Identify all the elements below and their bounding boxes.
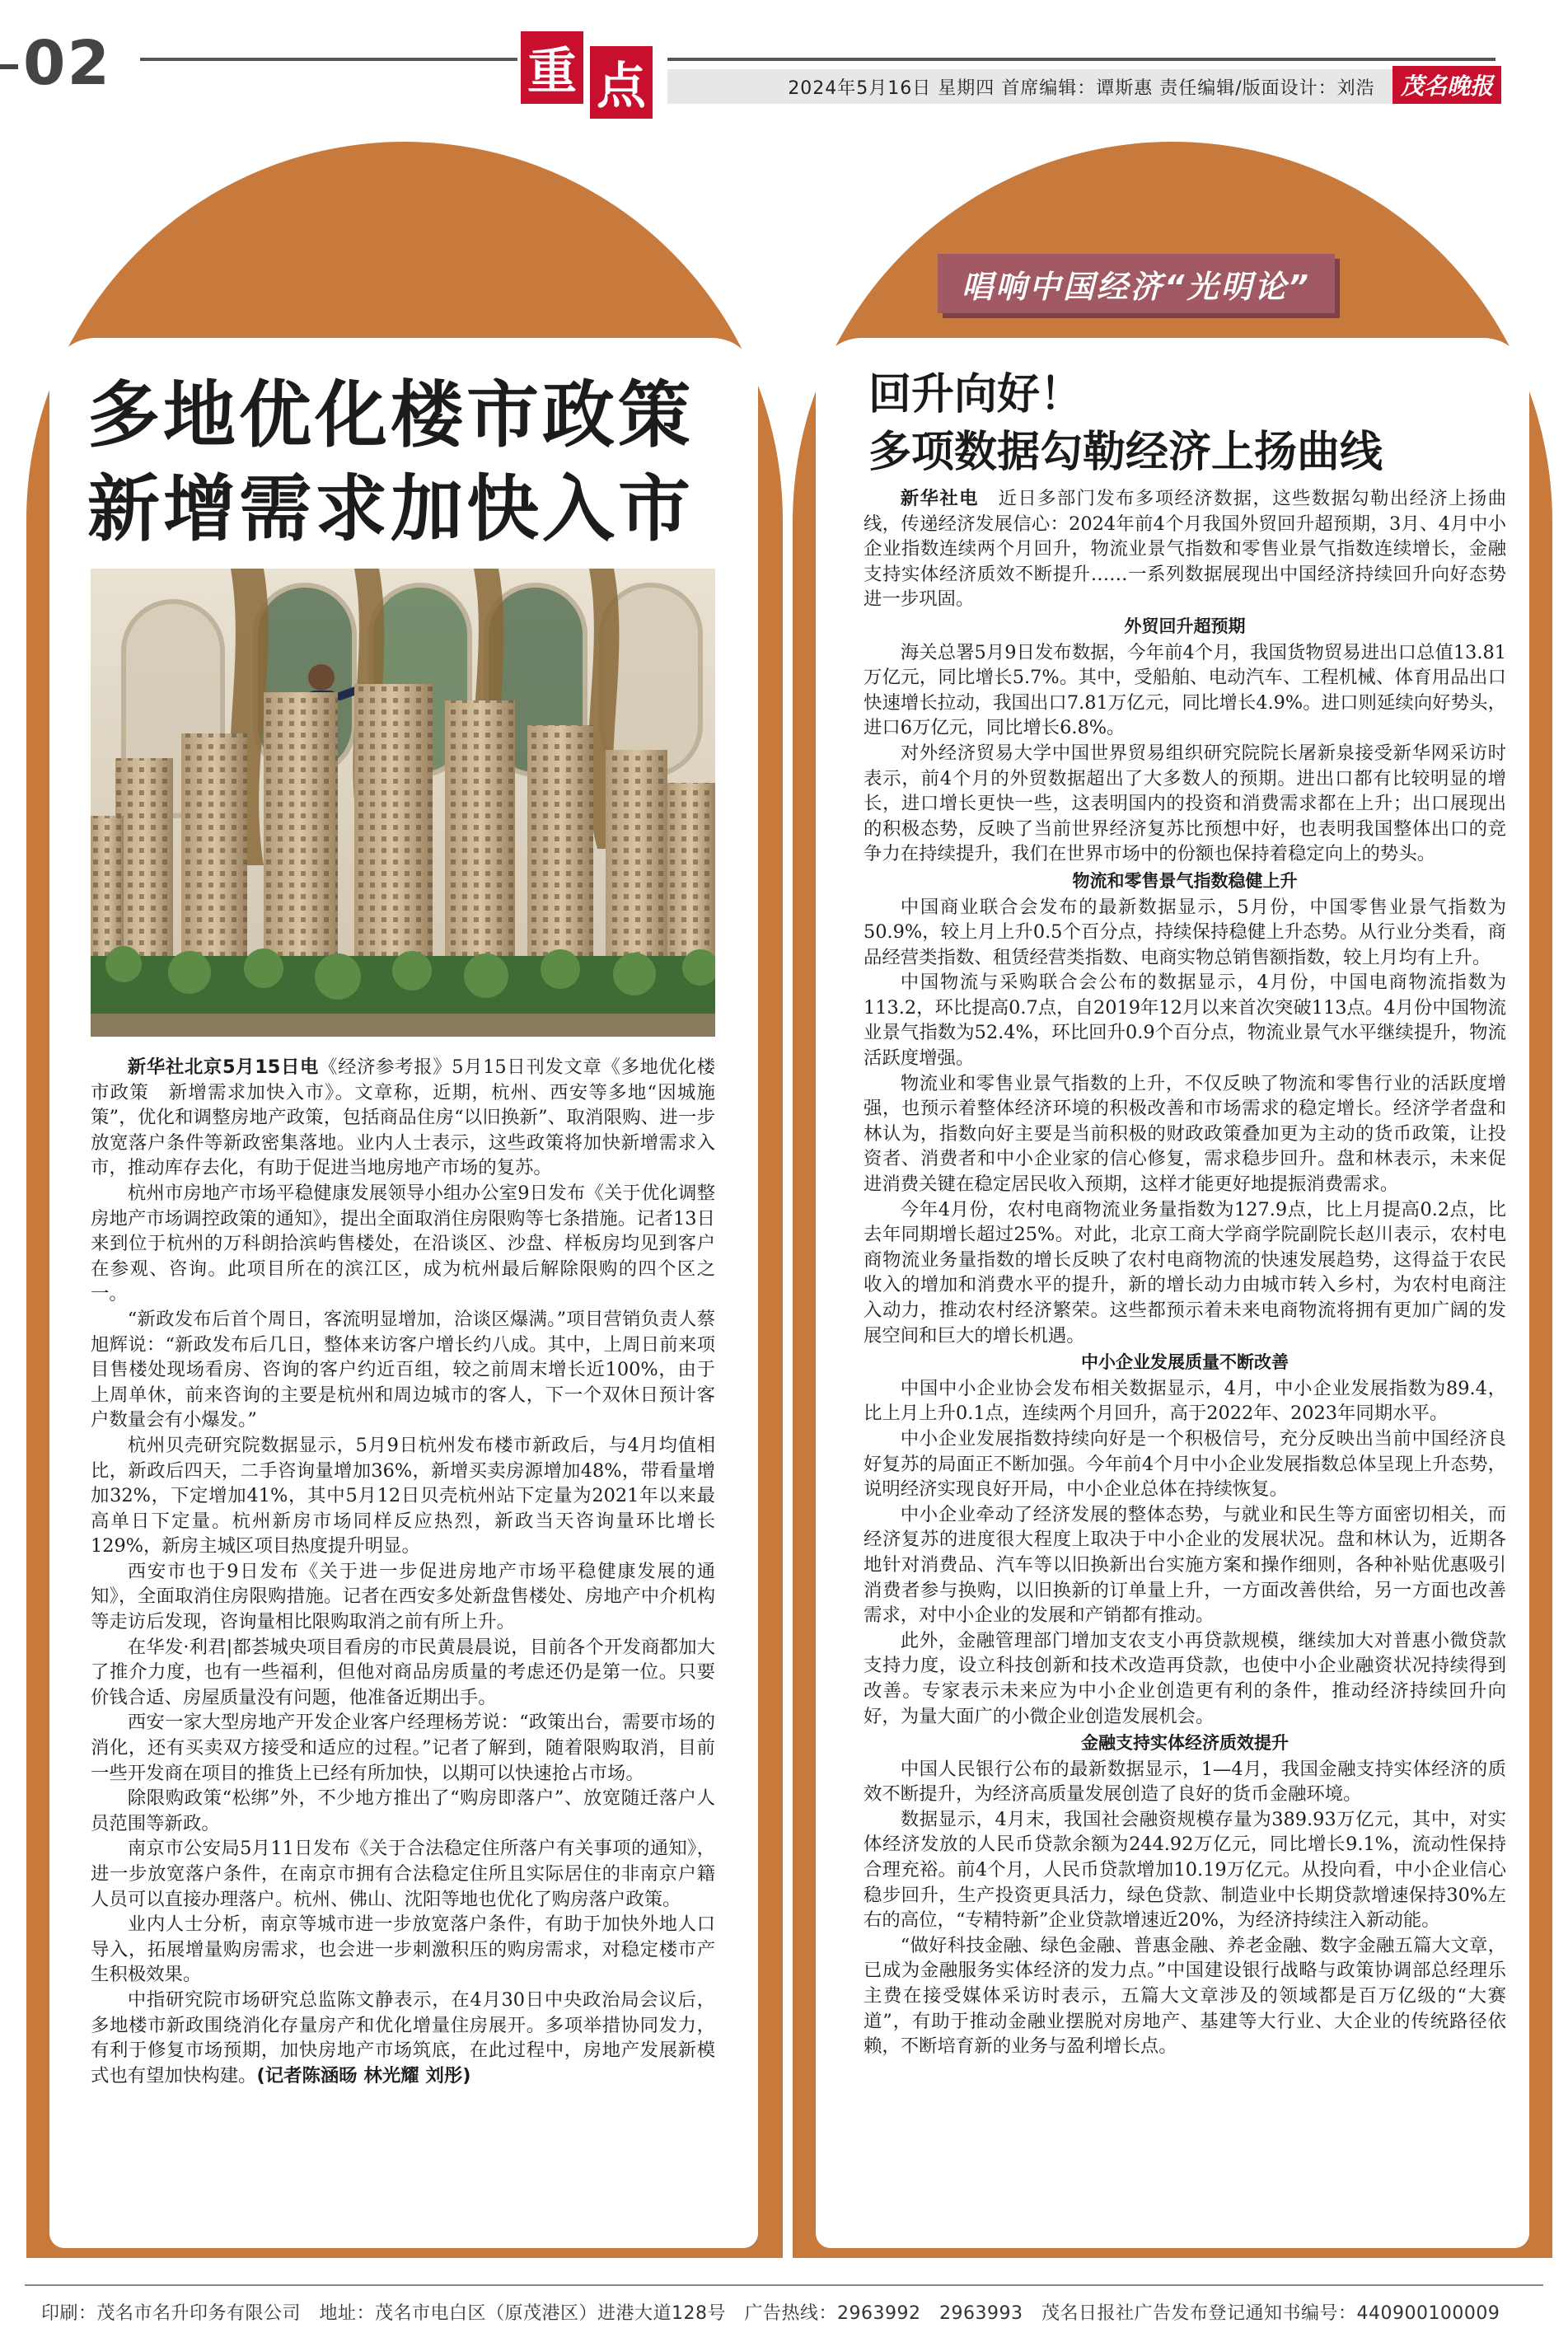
section-subhead: 物流和零售景气指数稳健上升 [1072,870,1298,891]
left-paragraph: 除限购政策“松绑”外，不少地方推出了“购房即落户”、放宽随迁落户人员范围等新政。 [91,1787,715,1834]
right-paragraph: 新华社电 近日多部门发布多项经济数据，这些数据勾勒出经济上扬曲线，传递经济发展信心：2024年前4个月我国外贸回升超预期，3月、4月中小企业指数连续两个月回升，物流业景气指数和零售业景气指数连续增长，金融支持实体经济质效不断提升……一系列数据展现出中国经济持续回升向好态势进一步巩固。 [864,488,1506,611]
footer-divider [25,2284,1543,2286]
header-divider-right [667,58,1495,61]
right-paragraph: 中国商业联合会发布的最新数据显示，5月份，中国零售业景气指数为50.9%，较上月上升0.5个百分点，持续保持稳健上升态势。从行业分类看，商品经营类指数、租赁经营类指数、电商实物总销售额指数，较上月均有上升。 [864,896,1506,968]
left-paragraph: 中指研究院市场研究总监陈文静表示，在4月30日中央政治局会议后，多地楼市新政围绕消化存量房产和优化增量住房展开。多项举措协同发力，有利于修复市场预期，加快房地产市场筑底，在此过程中，房地产发展新模式也有望加快构建。(记者陈涵旸 林光耀 刘彤) [91,1988,715,2087]
section-subhead: 外贸回升超预期 [1124,616,1246,636]
right-paragraph: 中小企业发展指数持续向好是一个积极信号，充分反映出当前中国经济良好复苏的局面正不断加强。今年前4个月中小企业发展指数总体呈现上升态势，说明经济实现良好开局，中小企业总体在持续恢复。 [864,1427,1506,1501]
right-paragraph: 中国中小企业协会发布相关数据显示，4月，中小企业发展指数为89.4，比上月上升0.1点，连续两个月回升，高于2022年、2023年同期水平。 [864,1377,1506,1425]
right-paragraph: 今年4月份，农村电商物流业务量指数为127.9点，比上月提高0.2点，比去年同期增长超过25%。对此，北京工商大学商学院副院长赵川表示，农村电商物流业务量指数的增长反映了农村电商物流的快速发展趋势，这得益于农民收入的增加和消费水平的提升，新的增长动力由城市转入乡村，为农村电商注入动力，推动农村经济繁荣。这些都预示着未来电商物流将拥有更加广阔的发展空间和巨大的增长机遇。 [864,1198,1506,1347]
issue-info: 2024年5月16日 星期四 首席编辑：谭斯惠 责任编辑/版面设计：刘浩 [788,77,1375,99]
left-paragraph: “新政发布后首个周日，客流明显增加，洽谈区爆满。”项目营销负责人蔡旭辉说：“新政发布后几日，整体来访客户增长约八成。其中，上周日前来项目售楼处现场看房、咨询的客户约近百组，较之前周末增长近100%，由于上周单休，前来咨询的主要是杭州和周边城市的客人，下一个双休日预计客户数量会有小爆发。” [91,1308,715,1431]
real-estate-model-photo [91,569,715,1037]
right-paragraph: 海关总署5月9日发布数据，今年前4个月，我国货物贸易进出口总值13.81万亿元，同比增长5.7%。其中，受船舶、电动汽车、工程机械、体育用品出口快速增长拉动，我国出口7.81万亿元，同比增长4.9%。进口则延续向好势头，进口6万亿元，同比增长6.8%。 [864,641,1506,739]
dateline: 新华社电 [900,488,979,509]
left-headline-line-2: 新增需求加快入市 [87,466,695,551]
right-paragraph: 中国人民银行公布的最新数据显示，1—4月，我国金融支持实体经济的质效不断提升，为经济高质量发展创造了良好的货币金融环境。 [864,1758,1506,1806]
section-badge-char-2: 点 [590,46,653,119]
right-paragraph: “做好科技金融、绿色金融、普惠金融、养老金融、数字金融五篇大文章，已成为金融服务实体经济的发力点。”中国建设银行战略与政策协调部总经理乐主费在接受媒体采访时表示，五篇大文章涉及的领域都是百万亿级的“大赛道”，有助于推动金融业摆脱对房地产、基建等大行业、大企业的传统路径依赖，不断培育新的业务与盈利增长点。 [864,1934,1506,2058]
left-paragraph: 杭州市房地产市场平稳健康发展领导小组办公室9日发布《关于优化调整房地产市场调控政策的通知》，提出全面取消住房限购等七条措施。记者13日来到位于杭州的万科朗拾滨屿售楼处，在沿谈区、沙盘、样板房均见到客户在参观、咨询。此项目所在的滨江区，成为杭州最后解除限购的四个区之一。 [91,1182,715,1305]
header-info-bar [667,69,1495,104]
left-paragraph: 南京市公安局5月11日发布《关于合法稳定住所落户有关事项的通知》，进一步放宽落户条件，在南京市拥有合法稳定住所且实际居住的非南京户籍人员可以直接办理落户。杭州、佛山、沈阳等地也优化了购房落户政策。 [91,1838,715,1910]
section-badge-char-1: 重 [521,31,583,104]
right-headline-line-1: 回升向好！ [868,370,1084,419]
footer-imprint: 印刷：茂名市名升印务有限公司 地址：茂名市电白区（原茂港区）进港大道128号 广告热线：2963992 2963993 茂名日报社广告发布登记通知书编号：440900100009 [41,2303,1500,2324]
section-subhead: 中小企业发展质量不断改善 [1081,1352,1289,1373]
left-paragraph: 在华发·利君|都荟城央项目看房的市民黄晨晨说，目前各个开发商都加大了推介力度，也有一些福利，但他对商品房质量的考虑还仍是第一位。只要价钱合适、房屋质量没有问题，他准备近期出手。 [91,1636,715,1708]
section-badge [521,31,653,119]
photo-illustration [91,569,715,1037]
left-article-body [91,1055,715,2233]
page-number: 02 [23,28,111,99]
column-banner: 唱响中国经济“光明论” [938,254,1335,313]
left-paragraph: 西安一家大型房地产开发企业客户经理杨芳说：“政策出台，需要市场的消化，还有买卖双方接受和适应的过程。”记者了解到，随着限购取消，目前一些开发商在项目的推货上已经有所加快，以期可以快速抢占市场。 [91,1712,715,1784]
right-paragraph: 此外，金融管理部门增加支农支小再贷款规模，继续加大对普惠小微贷款支持力度，设立科技创新和技术改造再贷款，也使中小企业融资状况持续得到改善。专家表示未来应为中小企业创造更有利的条件，推动经济持续回升向好，为量大面广的小微企业创造发展机会。 [864,1629,1506,1727]
right-paragraph: 中小企业牵动了经济发展的整体态势，与就业和民生等方面密切相关，而经济复苏的进度很大程度上取决于中小企业的发展状况。盘和林认为，近期各地针对消费品、汽车等以旧换新出台实施方案和操作细则，各种补贴优惠吸引消费者参与换购，以旧换新的订单量上升，一方面改善供给，另一方面也改善需求，对中小企业的发展和产销都有推动。 [864,1503,1506,1627]
left-paragraph: 新华社北京5月15日电《经济参考报》5月15日刊发文章《多地优化楼市政策 新增需求加快入市》。文章称，近期，杭州、西安等多地“因城施策”，优化和调整房地产政策，包括商品住房“以旧换新”、取消限购、进一步放宽落户条件等新政密集落地。业内人士表示，这些政策将加快新增需求入市，推动库存去化，有助于促进当地房地产市场的复苏。 [91,1056,715,1179]
left-paragraph: 业内人士分析，南京等城市进一步放宽落户条件，有助于加快外地人口导入，拓展增量购房需求，也会进一步刺激积压的购房需求，对稳定楼市产生积极效果。 [91,1913,715,1986]
right-paragraph: 数据显示，4月末，我国社会融资规模存量为389.93万亿元，其中，对实体经济发放的人民币贷款余额为244.92万亿元，同比增长9.1%，流动性保持合理充裕。前4个月，人民币贷款增加10.19万亿元。从投向看，中小企业信心稳步回升，生产投资更具活力，绿色贷款、制造业中长期贷款增速保持30%左右的高位，“专精特新”企业贷款增速近20%，为经济持续注入新动能。 [864,1808,1506,1932]
right-headline-line-2: 多项数据勾勒经济上扬曲线 [868,428,1383,477]
byline: (记者陈涵旸 林光耀 刘彤) [256,2064,471,2087]
right-paragraph: 中国物流与采购联合会公布的数据显示，4月份，中国电商物流指数为113.2，环比提高0.7点，自2019年12月以来首次突破113点。4月份中国物流业景气指数为52.4%，环比回升0.9个百分点，物流业景气水平继续提升，物流活跃度增强。 [864,972,1506,1070]
header-divider-left [140,58,517,61]
section-subhead: 金融支持实体经济质效提升 [1081,1733,1289,1754]
right-article-body [864,486,1506,2241]
dateline: 新华社北京5月15日电 [127,1056,320,1078]
left-paragraph: 西安市也于9日发布《关于进一步促进房地产市场平稳健康发展的通知》，全面取消住房限购措施。记者在西安多处新盘售楼处、房地产中介机构等走访后发现，咨询量相比限购取消之前有所上升。 [91,1560,715,1633]
right-paragraph: 物流业和零售业景气指数的上升，不仅反映了物流和零售行业的活跃度增强，也预示着整体经济环境的积极改善和市场需求的稳定增长。经济学者盘和林认为，指数向好主要是当前积极的财政政策叠加更为主动的货币政策，让投资者、消费者和中小企业家的信心修复，需求稳步回升。盘和林表示，未来促进消费关键在稳定居民收入预期，这样才能更好地提振消费需求。 [864,1072,1506,1196]
newspaper-masthead-logo: 茂名晚报 [1392,66,1501,104]
left-paragraph: 杭州贝壳研究院数据显示，5月9日杭州发布楼市新政后，与4月均值相比，新政后四天，二手咨询量增加36%，新增买卖房源增加48%，带看量增加32%，下定增加41%，其中5月12日贝壳杭州站下定量为2021年以来最高单日下定量。杭州新房市场同样反应热烈，新政当天咨询量环比增长129%，新房主城区项目热度提升明显。 [91,1434,715,1557]
left-headline-line-1: 多地优化楼市政策 [87,372,695,457]
right-paragraph: 对外经济贸易大学中国世界贸易组织研究院院长屠新泉接受新华网采访时表示，前4个月的外贸数据超出了大多数人的预期。进出口都有比较明显的增长，进口增长更快一些，这表明国内的投资和消费需求都在上升；出口展现出的积极态势，反映了当前世界经济复苏比预想中好，也表明我国整体出口的竞争力在持续提升，我们在世界市场中的份额也保持着稳定向上的势头。 [864,742,1506,865]
